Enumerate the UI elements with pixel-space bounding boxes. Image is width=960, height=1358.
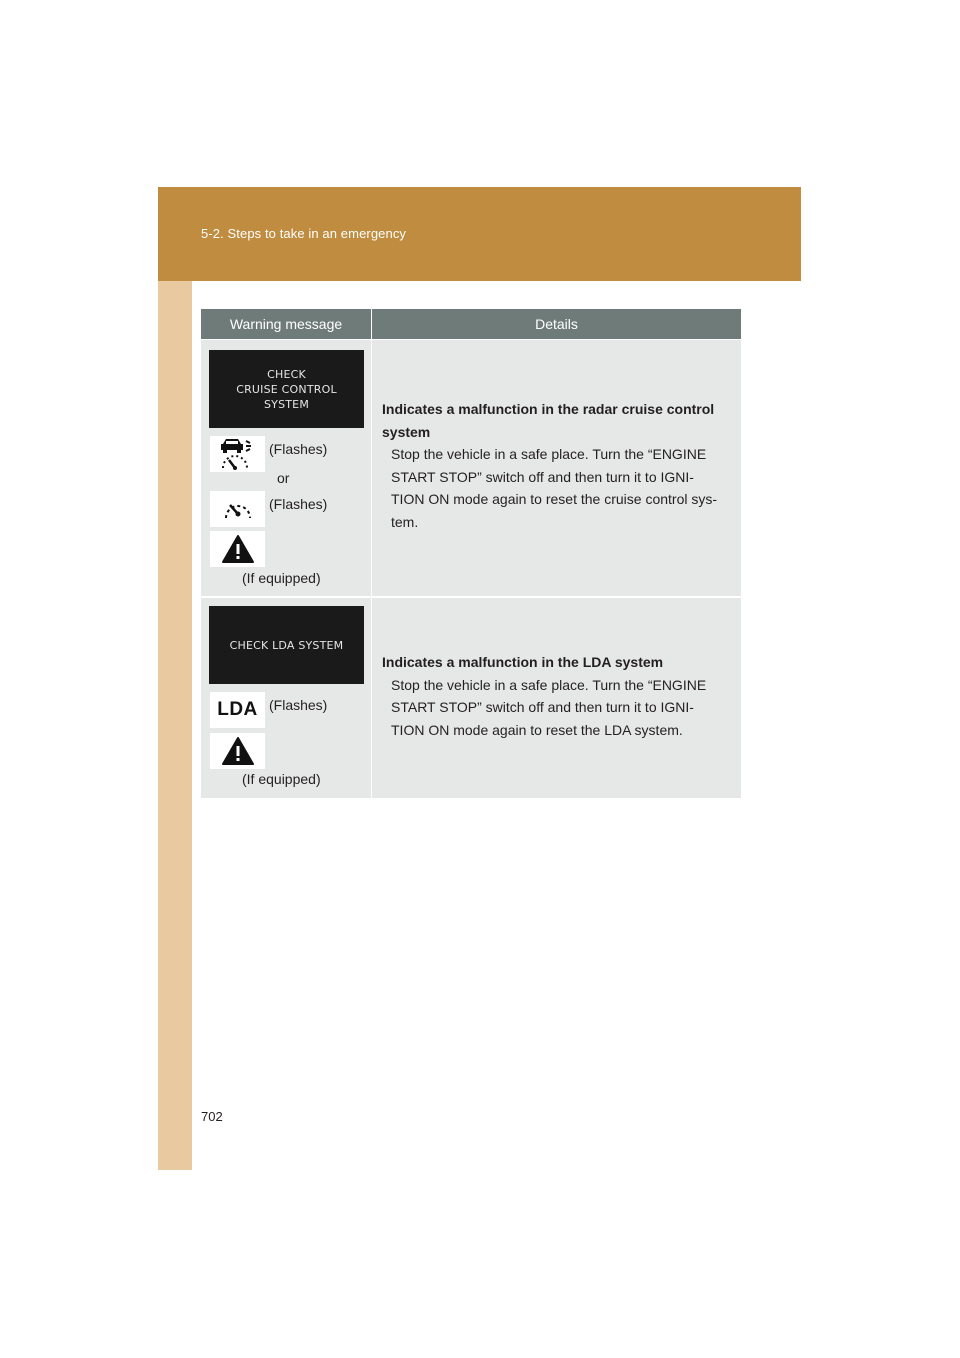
column-header-warning-message: Warning message xyxy=(201,309,372,339)
or-label: or xyxy=(277,470,290,486)
details-cell xyxy=(372,340,741,596)
details-body-line: tem. xyxy=(391,513,419,530)
lda-indicator-icon xyxy=(210,692,265,728)
side-strip xyxy=(158,187,192,1170)
details-body-line: START STOP” switch off and then turn it to IGNI- xyxy=(391,699,694,715)
screen-line: CHECK LDA SYSTEM xyxy=(229,638,344,652)
screen-line: SYSTEM xyxy=(263,397,310,411)
section-title: 5-2. Steps to take in an emergency xyxy=(201,226,407,241)
cruise-control-indicator-icon xyxy=(210,491,265,527)
table-header xyxy=(201,309,741,339)
warning-cell xyxy=(201,340,372,596)
warning-table xyxy=(201,309,741,798)
details-body-line: Stop the vehicle in a safe place. Turn the “ENGINE xyxy=(391,676,707,693)
warning-cell xyxy=(201,598,372,798)
if-equipped-label: (If equipped) xyxy=(242,570,321,586)
page-number: 702 xyxy=(201,1109,223,1124)
display-screen-cruise xyxy=(209,350,364,428)
column-header-details: Details xyxy=(535,316,578,332)
details-body-line: Stop the vehicle in a safe place. Turn the “ENGINE xyxy=(391,446,707,462)
screen-line: CRUISE CONTROL xyxy=(236,382,337,396)
details-body-line: START STOP” switch off and then turn it to IGNI- xyxy=(391,468,694,485)
screen-line: CHECK xyxy=(267,367,306,381)
details-body-line: TION ON mode again to reset the LDA system. xyxy=(391,721,683,738)
flashes-label: (Flashes) xyxy=(269,697,328,713)
details-title: Indicates a malfunction in the radar cruise control xyxy=(382,401,715,417)
master-warning-icon xyxy=(210,733,265,769)
lda-label: LDA xyxy=(217,699,258,720)
radar-cruise-warning-icon xyxy=(210,436,265,472)
flashes-label: (Flashes) xyxy=(269,496,328,512)
details-text xyxy=(382,651,739,741)
details-text xyxy=(382,398,739,533)
master-warning-icon xyxy=(210,531,265,567)
table-row xyxy=(201,596,741,798)
flashes-label: (Flashes) xyxy=(269,441,328,457)
table-row xyxy=(201,339,741,596)
details-cell xyxy=(372,598,741,798)
display-screen-lda xyxy=(209,606,364,684)
if-equipped-label: (If equipped) xyxy=(242,771,321,787)
details-body-line: TION ON mode again to reset the cruise control sys- xyxy=(391,491,718,507)
details-title: Indicates a malfunction in the LDA system xyxy=(382,654,664,670)
details-title: system xyxy=(382,423,431,440)
